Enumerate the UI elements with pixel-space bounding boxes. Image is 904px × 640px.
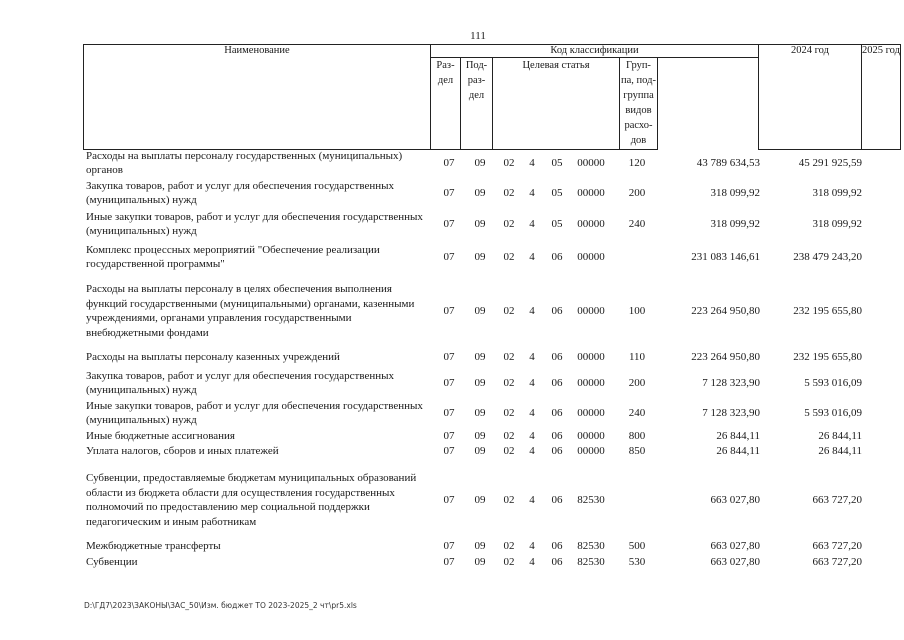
cell-podrazdel: 09 xyxy=(474,250,486,263)
cell-razdel: 07 xyxy=(443,376,455,389)
cell-expense-group: 100 xyxy=(628,304,646,317)
cell-target-code-1: 02 xyxy=(503,493,515,506)
cell-expense-group: 530 xyxy=(628,556,646,569)
table-row xyxy=(0,368,904,398)
cell-expense-group: 200 xyxy=(628,376,646,389)
cell-target-code-4: 00000 xyxy=(577,156,605,169)
cell-amount-2024: 26 844,11 xyxy=(716,429,760,442)
cell-razdel: 07 xyxy=(443,186,455,199)
cell-target-code-1: 02 xyxy=(503,304,515,317)
row-name: Уплата налогов, сборов и иных платежей xyxy=(86,444,279,457)
header-target: Целевая статья xyxy=(493,58,620,150)
row-name: Иные бюджетные ассигнования xyxy=(86,429,235,442)
header-podrazdel: Под- раз- дел xyxy=(461,58,493,150)
cell-target-code-1: 02 xyxy=(503,406,515,419)
cell-amount-2024: 43 789 634,53 xyxy=(696,156,760,169)
cell-target-code-2: 4 xyxy=(529,556,535,569)
cell-target-code-1: 02 xyxy=(503,376,515,389)
cell-target-code-1: 02 xyxy=(503,350,515,363)
cell-razdel: 07 xyxy=(443,429,455,442)
cell-target-code-3: 06 xyxy=(551,429,563,442)
cell-amount-2024: 7 128 323,90 xyxy=(702,376,760,389)
row-name: Расходы на выплаты персоналу казенных учреждений xyxy=(86,350,340,363)
cell-target-code-1: 02 xyxy=(503,250,515,263)
cell-target-code-2: 4 xyxy=(529,186,535,199)
table-row xyxy=(0,148,904,178)
header-year-2025: 2025 год xyxy=(862,45,901,150)
cell-podrazdel: 09 xyxy=(474,186,486,199)
cell-amount-2024: 7 128 323,90 xyxy=(702,406,760,419)
footer-file-path: D:\ГД7\2023\ЗАКОНЫ\ЗАС_50\Изм. бюджет ТО 2023-2025_2 чт\pr5.xls xyxy=(84,601,357,610)
cell-target-code-4: 82530 xyxy=(577,556,605,569)
row-name: Иные закупки товаров, работ и услуг для обеспечения государственных (муниципальных) нужд xyxy=(86,210,423,237)
cell-target-code-4: 00000 xyxy=(577,376,605,389)
cell-target-code-3: 05 xyxy=(551,217,563,230)
cell-podrazdel: 09 xyxy=(474,217,486,230)
cell-amount-2025: 5 593 016,09 xyxy=(804,376,862,389)
cell-amount-2025: 238 479 243,20 xyxy=(793,250,862,263)
cell-target-code-3: 06 xyxy=(551,350,563,363)
header-name: Наименование xyxy=(84,45,431,150)
cell-target-code-4: 00000 xyxy=(577,429,605,442)
table-row xyxy=(0,398,904,428)
cell-podrazdel: 09 xyxy=(474,556,486,569)
cell-expense-group xyxy=(620,239,654,275)
cell-target-code-4: 00000 xyxy=(577,406,605,419)
cell-podrazdel: 09 xyxy=(474,350,486,363)
cell-podrazdel: 09 xyxy=(474,493,486,506)
table-row xyxy=(0,555,904,570)
cell-expense-group: 110 xyxy=(628,350,646,363)
table-row xyxy=(0,539,904,554)
cell-expense-group: 240 xyxy=(628,406,646,419)
cell-target-code-3: 06 xyxy=(551,376,563,389)
cell-razdel: 07 xyxy=(443,304,455,317)
cell-target-code-2: 4 xyxy=(529,429,535,442)
page-number: 111 xyxy=(470,30,486,42)
cell-target-code-2: 4 xyxy=(529,493,535,506)
cell-razdel: 07 xyxy=(443,540,455,553)
table-row xyxy=(0,178,904,208)
cell-amount-2024: 318 099,92 xyxy=(710,217,760,230)
cell-razdel: 07 xyxy=(443,250,455,263)
cell-target-code-3: 05 xyxy=(551,186,563,199)
cell-target-code-2: 4 xyxy=(529,250,535,263)
cell-target-code-2: 4 xyxy=(529,540,535,553)
cell-amount-2024: 231 083 146,61 xyxy=(691,250,760,263)
cell-target-code-3: 06 xyxy=(551,304,563,317)
cell-target-code-3: 06 xyxy=(551,493,563,506)
header-gruppa: Груп- па, под- группа видов расхо- дов xyxy=(620,58,658,150)
cell-razdel: 07 xyxy=(443,556,455,569)
cell-target-code-3: 05 xyxy=(551,156,563,169)
cell-target-code-4: 00000 xyxy=(577,186,605,199)
row-name: Субвенции xyxy=(86,556,138,569)
cell-amount-2024: 663 027,80 xyxy=(710,540,760,553)
cell-amount-2025: 663 727,20 xyxy=(812,540,862,553)
cell-razdel: 07 xyxy=(443,444,455,457)
cell-target-code-2: 4 xyxy=(529,444,535,457)
cell-expense-group: 850 xyxy=(628,444,646,457)
cell-target-code-4: 00000 xyxy=(577,444,605,457)
cell-target-code-2: 4 xyxy=(529,304,535,317)
cell-target-code-2: 4 xyxy=(529,156,535,169)
cell-amount-2025: 663 727,20 xyxy=(812,556,862,569)
cell-amount-2025: 5 593 016,09 xyxy=(804,406,862,419)
cell-amount-2025: 26 844,11 xyxy=(818,429,862,442)
cell-podrazdel: 09 xyxy=(474,304,486,317)
cell-expense-group: 120 xyxy=(628,156,646,169)
cell-podrazdel: 09 xyxy=(474,429,486,442)
row-name: Субвенции, предоставляемые бюджетам муниципальных образований области из бюджета области для осуществления государственных полномочий по предоставлению мер социальной поддержки педагогическим и иным работникам xyxy=(86,472,417,528)
cell-amount-2025: 318 099,92 xyxy=(812,186,862,199)
header-razdel: Раз- дел xyxy=(431,58,461,150)
cell-target-code-1: 02 xyxy=(503,217,515,230)
cell-amount-2024: 663 027,80 xyxy=(710,556,760,569)
cell-amount-2025: 318 099,92 xyxy=(812,217,862,230)
cell-target-code-4: 00000 xyxy=(577,350,605,363)
cell-expense-group: 800 xyxy=(628,429,646,442)
cell-target-code-3: 06 xyxy=(551,540,563,553)
cell-target-code-2: 4 xyxy=(529,350,535,363)
table-row xyxy=(0,429,904,443)
cell-razdel: 07 xyxy=(443,217,455,230)
cell-podrazdel: 09 xyxy=(474,156,486,169)
cell-expense-group: 200 xyxy=(628,186,646,199)
table-row xyxy=(0,239,904,275)
table-row xyxy=(0,280,904,342)
cell-podrazdel: 09 xyxy=(474,406,486,419)
header-code-group: Код классификации xyxy=(431,45,759,58)
cell-razdel: 07 xyxy=(443,406,455,419)
cell-amount-2024: 223 264 950,80 xyxy=(691,350,760,363)
table-row xyxy=(0,444,904,458)
cell-target-code-3: 06 xyxy=(551,250,563,263)
row-name: Закупка товаров, работ и услуг для обеспечения государственных (муниципальных) нужд xyxy=(86,179,395,206)
cell-target-code-1: 02 xyxy=(503,556,515,569)
cell-target-code-3: 06 xyxy=(551,406,563,419)
cell-target-code-3: 06 xyxy=(551,444,563,457)
row-name: Комплекс процессных мероприятий "Обеспечение реализации государственной программы" xyxy=(86,243,380,270)
cell-expense-group: 240 xyxy=(628,217,646,230)
cell-target-code-1: 02 xyxy=(503,444,515,457)
cell-expense-group: 500 xyxy=(628,540,646,553)
cell-target-code-4: 00000 xyxy=(577,304,605,317)
cell-podrazdel: 09 xyxy=(474,444,486,457)
row-name: Межбюджетные трансферты xyxy=(86,540,221,553)
cell-target-code-1: 02 xyxy=(503,186,515,199)
cell-target-code-1: 02 xyxy=(503,540,515,553)
cell-razdel: 07 xyxy=(443,493,455,506)
row-name: Закупка товаров, работ и услуг для обеспечения государственных (муниципальных) нужд xyxy=(86,369,395,396)
table-row xyxy=(0,349,904,365)
cell-amount-2024: 318 099,92 xyxy=(710,186,760,199)
cell-target-code-1: 02 xyxy=(503,429,515,442)
cell-razdel: 07 xyxy=(443,156,455,169)
cell-amount-2025: 232 195 655,80 xyxy=(793,304,862,317)
cell-target-code-2: 4 xyxy=(529,376,535,389)
cell-amount-2024: 26 844,11 xyxy=(716,444,760,457)
row-name: Иные закупки товаров, работ и услуг для обеспечения государственных (муниципальных) нужд xyxy=(86,399,423,426)
cell-target-code-2: 4 xyxy=(529,217,535,230)
cell-target-code-4: 00000 xyxy=(577,217,605,230)
cell-amount-2025: 663 727,20 xyxy=(812,493,862,506)
cell-target-code-3: 06 xyxy=(551,556,563,569)
cell-target-code-4: 82530 xyxy=(577,540,605,553)
cell-amount-2025: 26 844,11 xyxy=(818,444,862,457)
cell-podrazdel: 09 xyxy=(474,540,486,553)
table-row xyxy=(0,209,904,239)
table-row xyxy=(0,468,904,532)
cell-expense-group xyxy=(620,468,654,532)
header-year-2024: 2024 год xyxy=(759,45,862,150)
cell-target-code-4: 82530 xyxy=(577,493,605,506)
row-name: Расходы на выплаты персоналу государственных (муниципальных) органов xyxy=(86,149,403,176)
cell-amount-2025: 45 291 925,59 xyxy=(798,156,862,169)
cell-target-code-2: 4 xyxy=(529,406,535,419)
cell-podrazdel: 09 xyxy=(474,376,486,389)
row-name: Расходы на выплаты персоналу в целях обеспечения выполнения функций государственными (муниципальными) органами, казенными учреждениями, органами управления государственными внебюджетными фондами xyxy=(86,283,415,339)
cell-razdel: 07 xyxy=(443,350,455,363)
cell-target-code-1: 02 xyxy=(503,156,515,169)
cell-amount-2025: 232 195 655,80 xyxy=(793,350,862,363)
cell-target-code-4: 00000 xyxy=(577,250,605,263)
cell-amount-2024: 663 027,80 xyxy=(710,493,760,506)
cell-amount-2024: 223 264 950,80 xyxy=(691,304,760,317)
